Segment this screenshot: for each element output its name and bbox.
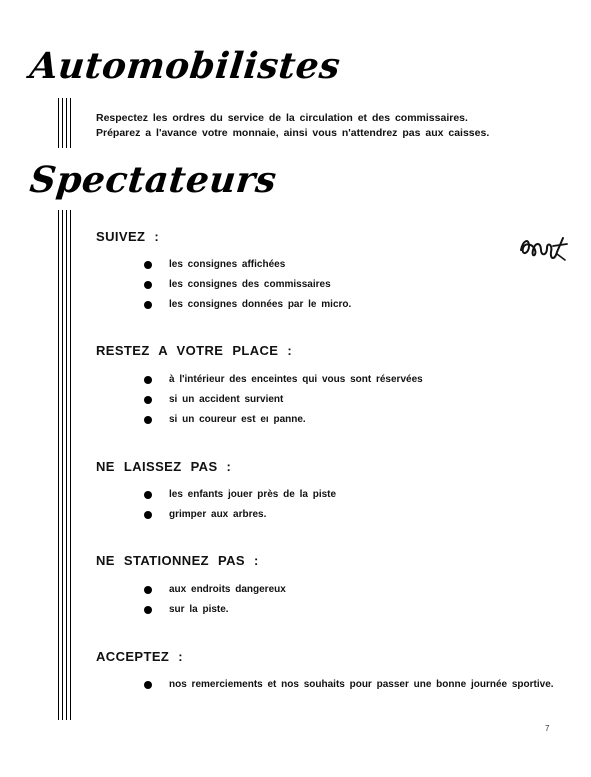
bullet-dot-icon [144,416,152,424]
spectateurs-rule-lines [58,210,71,720]
bullet-dot-icon [144,511,152,519]
bullet-dot-icon [144,396,152,404]
list-item: les consignes données par le micro. [144,298,351,318]
automobilistes-line-1: Respectez les ordres du service de la circulation et des commissaires. [96,112,468,124]
list-item: aux endroits dangereux [144,583,286,603]
section-title-suivez: SUIVEZ : [96,229,160,244]
bullet-dot-icon [144,376,152,384]
list-item: nos remerciements et nos souhaits pour passer une bonne journée sportive. [144,678,554,692]
automobilistes-rule-lines [58,98,71,148]
bullet-list-restez [144,373,423,433]
list-item: grimper aux arbres. [144,508,336,528]
bullet-dot-icon [144,261,152,269]
bullet-dot-icon [144,586,152,594]
list-item: sur la piste. [144,603,286,623]
bullet-list-ne-stationnez-pas [144,583,286,623]
handwritten-signature [517,230,569,264]
bullet-dot-icon [144,606,152,614]
bullet-list-suivez [144,258,351,318]
bullet-list-ne-laissez-pas [144,488,336,528]
bullet-dot-icon [144,491,152,499]
section-title-ne-stationnez-pas: NE STATIONNEZ PAS : [96,553,259,568]
spectateurs-heading: Spectateurs [27,159,279,201]
list-item: les enfants jouer près de la piste [144,488,336,508]
automobilistes-text [96,111,489,141]
list-item: les consignes affichées [144,258,351,278]
bullet-dot-icon [144,301,152,309]
list-item: à l'intérieur des enceintes qui vous sont réservées [144,373,423,393]
list-item: si un coureur est eı panne. [144,413,423,433]
list-item: si un accident survient [144,393,423,413]
bullet-dot-icon [144,681,152,689]
bullet-dot-icon [144,281,152,289]
list-item: les consignes des commissaires [144,278,351,298]
automobilistes-line-2: Préparez a l'avance votre monnaie, ainsi vous n'attendrez pas aux caisses. [96,127,490,139]
bullet-list-acceptez [144,678,554,692]
section-title-ne-laissez-pas: NE LAISSEZ PAS : [96,459,232,474]
page-number: 7 [545,724,550,733]
automobilistes-heading: Automobilistes [27,45,343,87]
section-title-restez: RESTEZ A VOTRE PLACE : [96,343,293,358]
section-title-acceptez: ACCEPTEZ : [96,649,183,664]
